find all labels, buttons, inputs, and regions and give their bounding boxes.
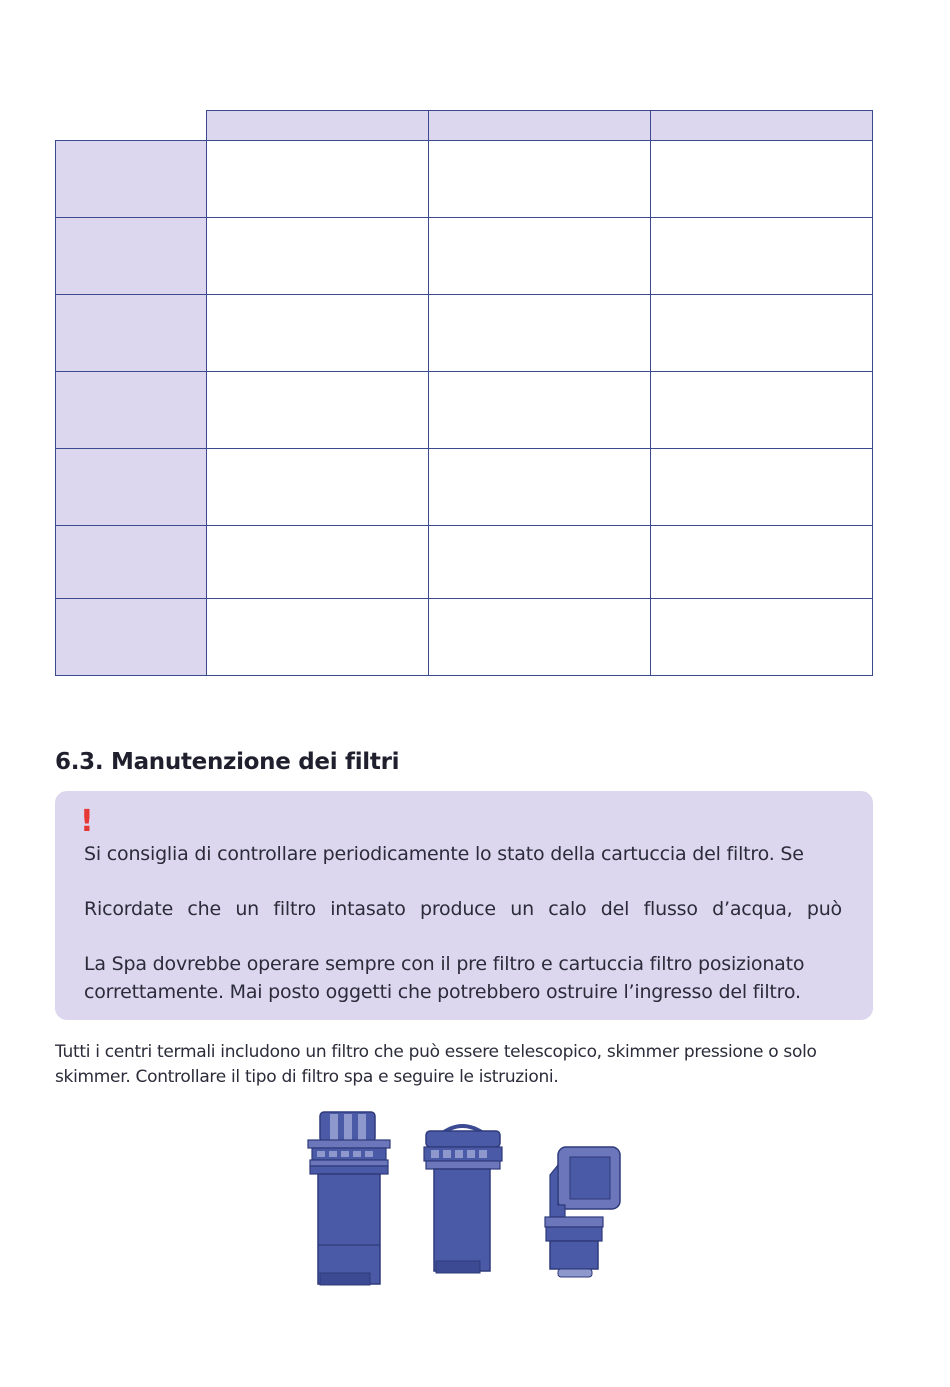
pressure-skimmer-filter-icon bbox=[424, 1126, 502, 1273]
table-cell bbox=[650, 371, 873, 449]
table-cell bbox=[206, 598, 429, 676]
table-cell bbox=[206, 217, 429, 295]
table-cell bbox=[428, 448, 651, 526]
table-row-label bbox=[55, 217, 207, 295]
table-cell bbox=[650, 217, 873, 295]
notice-paragraph-1: Si consiglia di controllare periodicamente lo stato della cartuccia del filtro. Se bbox=[84, 843, 804, 865]
table-cell bbox=[650, 294, 873, 372]
table-cell bbox=[650, 525, 873, 599]
table-cell bbox=[428, 525, 651, 599]
table-row-label bbox=[55, 140, 207, 218]
notice-paragraph-2: Ricordate che un filtro intasato produce un calo del flusso d’acqua, può bbox=[84, 898, 842, 920]
table-cell bbox=[206, 525, 429, 599]
section-title: 6.3. Manutenzione dei filtri bbox=[55, 749, 400, 775]
table-header-cell bbox=[206, 110, 429, 141]
skimmer-filter-icon bbox=[545, 1147, 620, 1277]
table-cell bbox=[428, 598, 651, 676]
table-cell bbox=[428, 371, 651, 449]
table-row-label bbox=[55, 525, 207, 599]
table-cell bbox=[206, 294, 429, 372]
table-cell bbox=[206, 448, 429, 526]
exclamation-icon: ! bbox=[80, 804, 94, 839]
table-row-label bbox=[55, 448, 207, 526]
table-row-label bbox=[55, 598, 207, 676]
table-header-cell bbox=[428, 110, 651, 141]
table-cell bbox=[428, 140, 651, 218]
table-cell bbox=[206, 371, 429, 449]
telescopic-filter-icon bbox=[308, 1112, 390, 1285]
notice-paragraph-3: La Spa dovrebbe operare sempre con il pre filtro e cartuccia filtro posizionato correttamente. Mai posto oggetti che potrebbero ostruire l’ingresso del filtro. bbox=[84, 953, 805, 1003]
table-cell bbox=[428, 217, 651, 295]
table-cell bbox=[650, 448, 873, 526]
table-cell bbox=[428, 294, 651, 372]
table-cell bbox=[650, 140, 873, 218]
table-row-label bbox=[55, 371, 207, 449]
table-header-cell bbox=[650, 110, 873, 141]
filter-illustration bbox=[300, 1105, 630, 1295]
filter-types-text: Tutti i centri termali includono un filtro che può essere telescopico, skimmer pressione o solo skimmer. Controllare il tipo di filtro spa e seguire le istruzioni. bbox=[55, 1042, 817, 1087]
table-cell bbox=[206, 140, 429, 218]
table-cell bbox=[650, 598, 873, 676]
table-row-label bbox=[55, 294, 207, 372]
